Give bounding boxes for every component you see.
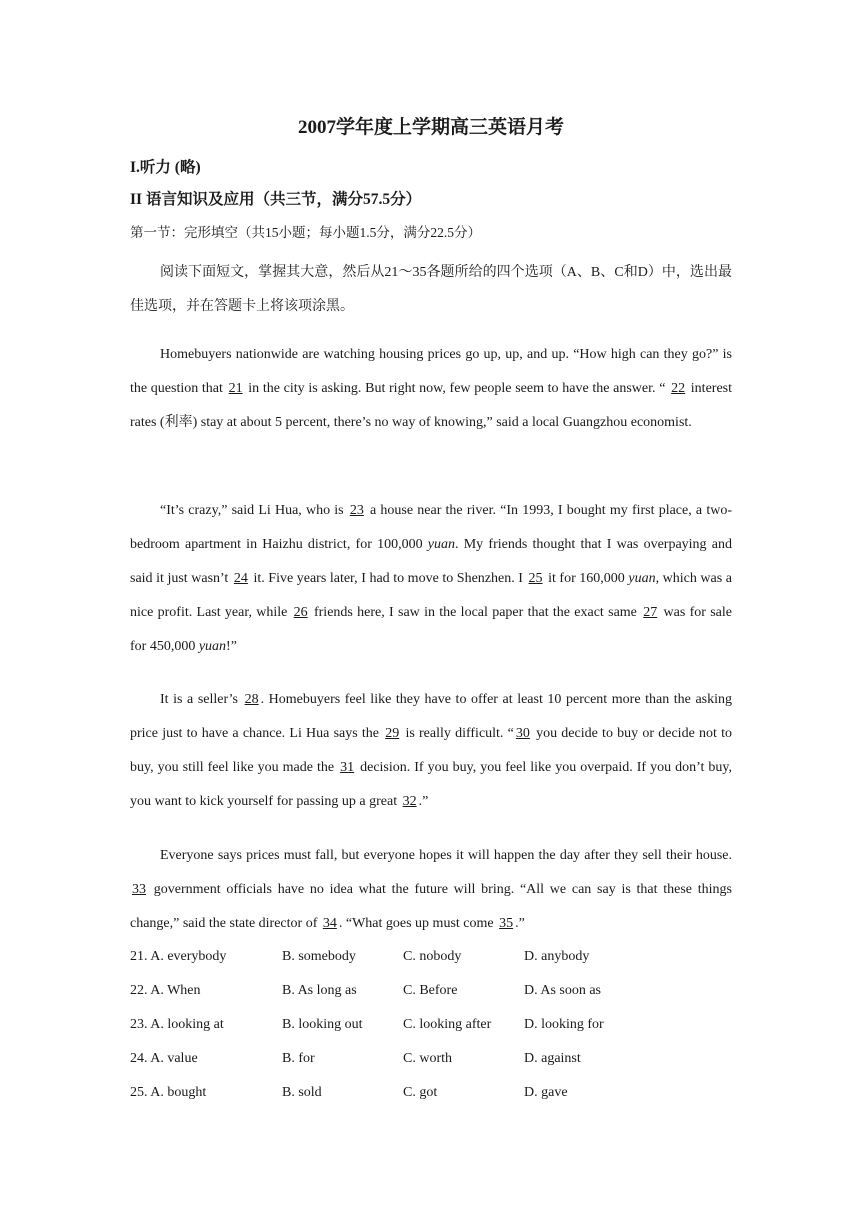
- option-row-24: [130, 1042, 732, 1076]
- option-a: 24. A. value: [130, 1051, 198, 1066]
- passage-paragraph-1: [130, 338, 732, 440]
- option-d: D. anybody: [524, 949, 590, 964]
- passage-paragraph-3: [130, 683, 732, 819]
- blank-26: 26: [293, 605, 308, 620]
- text: , which was a nice profit. Last year, while: [130, 571, 732, 620]
- option-row-21: [130, 940, 732, 974]
- text: interest rates (利率) stay at about 5 percent, there’s no way of knowing,” said a local Guangzhou economist.: [130, 381, 733, 430]
- option-d: D. against: [524, 1051, 581, 1066]
- blank-28: 28: [244, 692, 259, 707]
- option-c: C. nobody: [403, 949, 462, 964]
- instructions: 阅读下面短文，掌握其大意，然后从21～35各题所给的四个选项（A、B、C和D）中，选出最佳选项，并在答题卡上将该项涂黑。: [130, 265, 732, 314]
- blank-31: 31: [340, 760, 355, 775]
- text: it. Five years later, I had to move to Shenzhen. I: [249, 571, 527, 586]
- text: in the city is asking. But right now, few people seem to have the answer. “: [244, 381, 670, 396]
- answer-options: [130, 940, 732, 1110]
- option-row-22: [130, 974, 732, 1008]
- text: government officials have no idea what the future will bring. “All we can say is that these things change,” said the state director of: [130, 882, 732, 931]
- text: “It’s crazy,” said Li Hua, who is: [160, 503, 348, 518]
- text: is really difficult. “: [401, 726, 514, 741]
- blank-32: 32: [402, 794, 417, 809]
- option-row-23: [130, 1008, 732, 1042]
- option-d: D. As soon as: [524, 983, 602, 998]
- text: .”: [418, 794, 429, 809]
- blank-22: 22: [671, 381, 686, 396]
- blank-23: 23: [349, 503, 364, 518]
- text: it for 160,000: [544, 571, 629, 586]
- option-row-25: [130, 1076, 732, 1110]
- blank-27: 27: [643, 605, 658, 620]
- text: !”: [226, 639, 237, 654]
- blank-29: 29: [385, 726, 400, 741]
- currency-word: yuan: [427, 537, 456, 552]
- blank-25: 25: [528, 571, 543, 586]
- text: you decide to buy or decide not to buy, you still feel like you made the: [130, 726, 732, 775]
- option-c: C. looking after: [403, 1017, 492, 1032]
- section-listening-heading: I.听力 (略): [130, 159, 201, 176]
- option-b: B. sold: [282, 1085, 322, 1100]
- blank-21: 21: [228, 381, 243, 396]
- text: It is a seller’s: [160, 692, 243, 707]
- blank-34: 34: [322, 916, 337, 931]
- blank-33: 33: [132, 882, 146, 897]
- option-b: B. looking out: [282, 1017, 363, 1032]
- blank-35: 35: [499, 916, 514, 931]
- option-c: C. got: [403, 1085, 438, 1100]
- passage-paragraph-4: [130, 839, 732, 941]
- text: .”: [515, 916, 525, 931]
- text: . “What goes up must come: [338, 916, 498, 931]
- currency-word: yuan: [198, 639, 227, 654]
- blank-30: 30: [515, 726, 530, 741]
- option-a: 23. A. looking at: [130, 1017, 224, 1032]
- option-b: B. for: [282, 1051, 315, 1066]
- option-b: B. As long as: [282, 983, 357, 998]
- section-language-heading: II 语言知识及应用（共三节，满分57.5分）: [130, 191, 422, 208]
- passage-paragraph-2: [130, 494, 732, 664]
- text: friends here, I saw in the local paper that the exact same: [309, 605, 642, 620]
- text: Everyone says prices must fall, but everyone hopes it will happen the day after they sell their house.: [160, 848, 732, 863]
- text: a house near the river. “In 1993, I bought my first place, a two-bedroom apartment in Haizhu district, for 100,000: [130, 503, 732, 552]
- text: . My friends thought that I was overpaying and said it just wasn’t: [130, 537, 732, 586]
- currency-word: yuan: [628, 571, 656, 586]
- option-c: C. worth: [403, 1051, 452, 1066]
- option-d: D. looking for: [524, 1017, 604, 1032]
- option-a: 22. A. When: [130, 983, 201, 998]
- blank-24: 24: [233, 571, 248, 586]
- option-a: 21. A. everybody: [130, 949, 227, 964]
- text: . Homebuyers feel like they have to offer at least 10 percent more than the asking price just to have a chance. Li Hua says the: [130, 692, 733, 741]
- page-title: 2007学年度上学期高三英语月考: [297, 117, 564, 138]
- text: was for sale for 450,000: [130, 605, 732, 654]
- option-c: C. Before: [403, 983, 458, 998]
- option-d: D. gave: [524, 1085, 568, 1100]
- text: decision. If you buy, you feel like you overpaid. If you don’t buy, you want to kick yourself for passing up a great: [130, 760, 732, 809]
- option-a: 25. A. bought: [130, 1085, 207, 1100]
- option-b: B. somebody: [282, 949, 356, 964]
- text: Homebuyers nationwide are watching housing prices go up, up, and up. “How high can they go?” is the question that: [130, 347, 732, 396]
- part-cloze-heading: 第一节：完形填空（共15小题；每小题1.5分，满分22.5分）: [130, 225, 481, 240]
